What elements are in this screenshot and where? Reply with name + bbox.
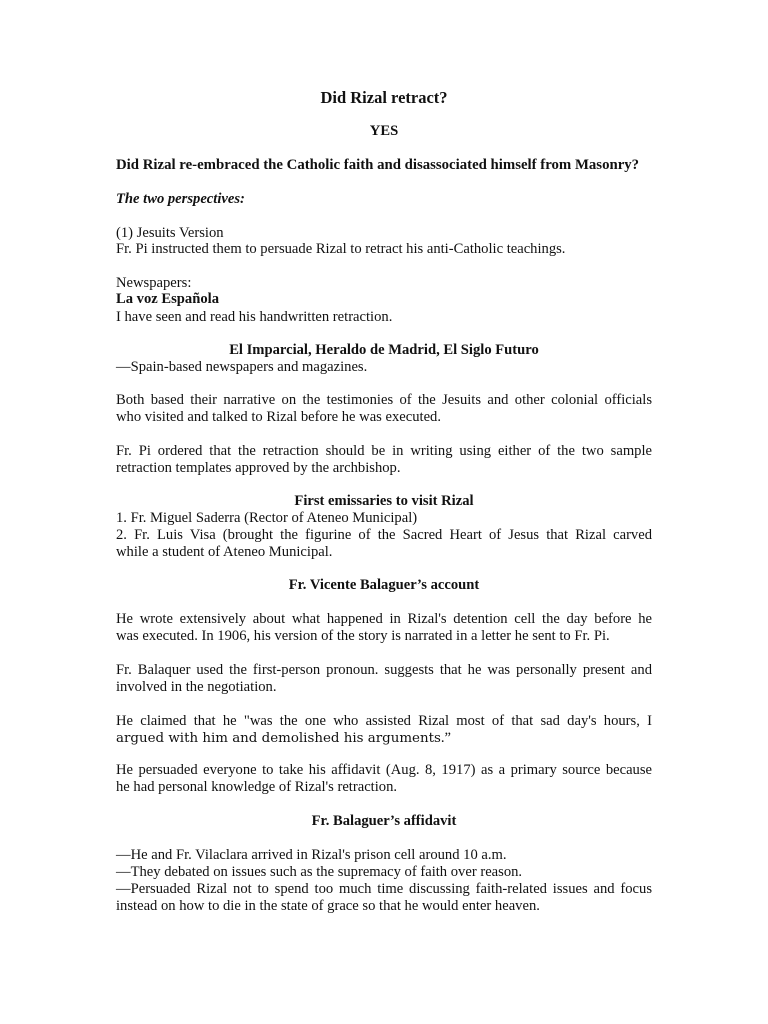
account-p1-line-2: was executed. In 1906, his version of the story is narrated in a letter he sent to Fr. Pi. [116, 628, 610, 644]
both-based-line-2: who visited and talked to Rizal before he was executed. [116, 409, 442, 425]
affidavit-bullet-2: —They debated on issues such as the supremacy of faith over reason. [116, 864, 523, 880]
voz-espanola-text: I have seen and read his handwritten retraction. [116, 309, 393, 325]
account-p1-line-1: He wrote extensively about what happened in Rizal's detention cell the day before he [116, 611, 652, 627]
affidavit-bullet-1: —He and Fr. Vilaclara arrived in Rizal's prison cell around 10 a.m. [116, 847, 507, 863]
jesuits-label: (1) Jesuits Version [116, 225, 224, 241]
account-p4-line-1: He persuaded everyone to take his affidavit (Aug. 8, 1917) as a primary source because [116, 762, 652, 778]
emissary-item-1: 1. Fr. Miguel Saderra (Rector of Ateneo Municipal) [116, 510, 418, 526]
jesuits-text: Fr. Pi instructed them to persuade Rizal to retract his anti-Catholic teachings. [116, 241, 566, 257]
both-based-line-1: Both based their narrative on the testimonies of the Jesuits and other colonial officials [116, 392, 652, 408]
balaguer-account-heading: Fr. Vicente Balaguer’s account [288, 577, 480, 593]
account-p3-quote: argued with him and demolished his arguments [116, 731, 441, 746]
emissary-item-2-line-2: while a student of Ateneo Municipal. [116, 544, 333, 560]
affidavit-bullet-3-line-1: —Persuaded Rizal not to spend too much time discussing faith-related issues and focus [116, 881, 652, 897]
newspapers-label: Newspapers: [116, 275, 192, 291]
affidavit-bullet-3-line-2: instead on how to die in the state of grace so that he would enter heaven. [116, 898, 540, 914]
pi-ordered-line-2: retraction templates approved by the archbishop. [116, 460, 401, 476]
perspectives-heading: The two perspectives: [116, 191, 245, 207]
document-title: Did Rizal retract? [320, 88, 448, 107]
account-p2-line-1: Fr. Balaquer used the first-person pronoun. suggests that he was personally present and [116, 662, 652, 678]
emissary-item-2-line-1: 2. Fr. Luis Visa (brought the figurine of the Sacred Heart of Jesus that Rizal carved [116, 527, 652, 543]
affidavit-heading: Fr. Balaguer’s affidavit [311, 813, 457, 829]
question-heading: Did Rizal re-embraced the Catholic faith and disassociated himself from Masonry? [116, 157, 640, 173]
spain-newspapers-title: El Imparcial, Heraldo de Madrid, El Siglo Futuro [229, 342, 539, 358]
pi-ordered-line-1: Fr. Pi ordered that the retraction should be in writing using either of the two sample [116, 443, 652, 459]
answer-text: YES [369, 123, 399, 139]
account-p2-line-2: involved in the negotiation. [116, 679, 277, 695]
spain-newspapers-text: —Spain-based newspapers and magazines. [116, 359, 368, 375]
account-p3-quote-end: .” [440, 730, 451, 746]
voz-espanola-title: La voz Española [116, 291, 219, 307]
emissaries-heading: First emissaries to visit Rizal [294, 493, 474, 509]
account-p4-line-2: he had personal knowledge of Rizal's retraction. [116, 779, 398, 795]
account-p3-line-1: He claimed that he "was the one who assisted Rizal most of that sad day's hours, I [116, 713, 652, 729]
account-p3-line-2 [116, 730, 652, 747]
